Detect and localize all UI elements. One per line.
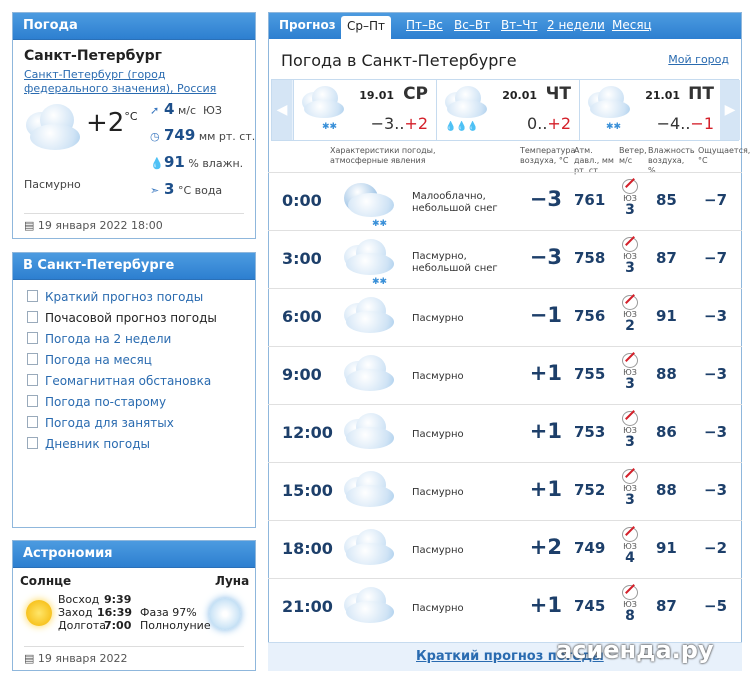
calendar-icon: ▤ <box>24 219 38 232</box>
day-card-thu[interactable]: 💧💧💧 20.01 ЧТ 0..+2 <box>436 80 579 140</box>
wind-arrow-icon: ➚ <box>150 104 160 117</box>
wind-direction-icon <box>622 411 638 426</box>
menu-item-busy[interactable]: Погода для занятых <box>27 413 217 434</box>
day-name: ЧТ <box>545 84 571 104</box>
humidity-stat: 💧91 % влажн. <box>150 153 244 171</box>
row-pressure: 752 <box>574 481 606 499</box>
row-wind: ЮЗ 3 <box>618 353 642 392</box>
sunrise-time: 9:39 <box>104 593 132 606</box>
menu-item-diary[interactable]: Дневник погоды <box>27 434 217 455</box>
row-pressure: 761 <box>574 191 606 209</box>
tab-wed-fri[interactable]: Ср–Пт <box>341 16 391 39</box>
tab-month[interactable]: Месяц <box>612 18 652 32</box>
row-time: 18:00 <box>282 539 333 558</box>
day-range: −3..+2 <box>370 114 428 133</box>
row-time: 12:00 <box>282 423 333 442</box>
next-arrow-icon[interactable]: ▶ <box>720 80 740 140</box>
row-temp: +1 <box>529 361 562 385</box>
day-date: 21.01 <box>645 89 680 102</box>
astronomy-date: ▤ 19 января 2022 <box>24 646 244 665</box>
sunset-label: Заход <box>58 606 93 619</box>
current-temperature: $+2^{^\circ C}$ <box>86 108 138 138</box>
row-humidity: 91 <box>656 539 677 557</box>
table-row: ✱✱ 0:00 Малооблачно, небольшой снег −3 761 ЮЗ 3 85 −7 <box>268 172 742 231</box>
wind-direction-icon <box>622 585 638 600</box>
watermark: асиенда.ру <box>556 636 714 664</box>
row-feels: −3 <box>704 481 728 499</box>
page-icon <box>27 290 38 302</box>
row-feels: −3 <box>704 307 728 325</box>
row-humidity: 85 <box>656 191 677 209</box>
row-feels: −2 <box>704 539 728 557</box>
row-pressure: 753 <box>574 423 606 441</box>
row-feels: −3 <box>704 423 728 441</box>
wind-direction-icon <box>622 237 638 252</box>
col-wind: Ветер, м/с <box>619 146 647 165</box>
day-range: 0..+2 <box>527 114 571 133</box>
day-name: ПТ <box>688 84 714 104</box>
row-pressure: 755 <box>574 365 606 383</box>
row-temp: −3 <box>529 187 562 211</box>
update-date: ▤ 19 января 2022 18:00 <box>24 213 244 232</box>
row-time: 9:00 <box>282 365 322 384</box>
table-row: ✱✱ 3:00 Пасмурно, небольшой снег −3 758 ЮЗ 3 87 −7 <box>268 230 742 289</box>
page-title: Погода в Санкт-Петербурге <box>281 51 517 70</box>
sun-icon <box>26 600 52 626</box>
moon-phase-name: Полнолуние <box>140 619 211 632</box>
wind-direction-icon <box>622 527 638 542</box>
pressure-stat: ◷ 749 мм рт. ст. <box>150 126 256 144</box>
row-temp: −3 <box>529 245 562 269</box>
menu-item-old-style[interactable]: Погода по-старому <box>27 392 217 413</box>
sunset-time: 16:39 <box>97 606 133 619</box>
tab-fri-sun[interactable]: Пт–Вс <box>406 18 443 32</box>
row-time: 3:00 <box>282 249 322 268</box>
row-humidity: 91 <box>656 307 677 325</box>
table-row <box>268 346 742 405</box>
page-icon <box>27 353 38 365</box>
menu-list <box>27 287 217 455</box>
row-pressure: 758 <box>574 249 606 267</box>
col-feels: Ощущается, °С <box>698 146 751 165</box>
row-feels: −7 <box>704 249 728 267</box>
row-wind: ЮЗ 4 <box>618 527 642 566</box>
moon-icon <box>209 598 241 630</box>
row-pressure: 749 <box>574 539 606 557</box>
page-icon <box>27 416 38 428</box>
row-pressure: 756 <box>574 307 606 325</box>
col-conditions: Характеристики погоды, атмосферные явления <box>330 146 436 165</box>
row-wind: ЮЗ 2 <box>618 295 642 334</box>
tab-forecast: Прогноз <box>279 18 336 32</box>
gauge-icon: ◷ <box>150 130 160 143</box>
col-pressure: Атм. давл., мм рт. ст. <box>574 146 614 175</box>
day-date: 19.01 <box>359 89 394 102</box>
row-feels: −3 <box>704 365 728 383</box>
city-menu-panel <box>12 252 256 528</box>
current-condition: Пасмурно <box>24 178 81 191</box>
menu-item-geomagnetic[interactable]: Геомагнитная обстановка <box>27 371 217 392</box>
wind-stat: ➚ 4 м/с ЮЗ <box>150 100 222 118</box>
page-icon <box>27 332 38 344</box>
row-temp: +2 <box>529 535 562 559</box>
day-range: −4..−1 <box>656 114 714 133</box>
tab-tue-thu[interactable]: Вт–Чт <box>501 18 538 32</box>
row-humidity: 87 <box>656 597 677 615</box>
row-time: 15:00 <box>282 481 333 500</box>
water-stat: ➣ 3 °C вода <box>150 180 223 198</box>
row-desc: Пасмурно <box>412 371 464 382</box>
tab-sun-tue[interactable]: Вс–Вт <box>454 18 491 32</box>
brief-forecast-link[interactable]: Краткий прогноз погоды <box>416 649 604 664</box>
row-humidity: 86 <box>656 423 677 441</box>
day-name: СР <box>403 84 428 104</box>
page-icon <box>27 395 38 407</box>
row-wind: ЮЗ 3 <box>618 469 642 508</box>
moon-phase: Фаза 97% <box>140 606 197 619</box>
menu-item-hourly[interactable]: Почасовой прогноз погоды <box>27 308 217 329</box>
day-date: 20.01 <box>502 89 537 102</box>
table-row <box>268 578 742 637</box>
days-strip <box>271 79 739 141</box>
row-desc: Пасмурно <box>412 313 464 324</box>
row-wind: ЮЗ 8 <box>618 585 642 624</box>
table-row <box>268 404 742 463</box>
row-time: 21:00 <box>282 597 333 616</box>
table-row <box>268 520 742 579</box>
table-row <box>268 462 742 521</box>
my-city-link[interactable]: Мой город <box>668 53 729 66</box>
row-humidity: 87 <box>656 249 677 267</box>
city-name: Санкт-Петербург <box>24 48 162 64</box>
wind-direction-icon <box>622 469 638 484</box>
row-humidity: 88 <box>656 365 677 383</box>
fish-icon: ➣ <box>150 184 160 197</box>
menu-header: В Санкт-Петербурге <box>13 253 255 280</box>
row-temp: +1 <box>529 593 562 617</box>
wind-direction-icon <box>622 179 638 194</box>
city-region-link[interactable]: Санкт-Петербург (город федерального значения), Россия <box>24 68 217 95</box>
row-time: 6:00 <box>282 307 322 326</box>
drop-icon: 💧 <box>150 157 164 170</box>
forecast-tabs <box>269 13 741 39</box>
row-feels: −7 <box>704 191 728 209</box>
row-time: 0:00 <box>282 191 322 210</box>
row-temp: +1 <box>529 477 562 501</box>
row-desc: Пасмурно <box>412 429 464 440</box>
row-feels: −5 <box>704 597 728 615</box>
weather-header: Погода <box>13 13 255 40</box>
row-desc: Пасмурно <box>412 487 464 498</box>
daylength-label: Долгота <box>58 619 107 632</box>
row-wind: ЮЗ 3 <box>618 411 642 450</box>
table-row <box>268 288 742 347</box>
wind-direction-icon <box>622 295 638 310</box>
astronomy-header: Астрономия <box>13 541 255 568</box>
menu-item-brief[interactable]: Краткий прогноз погоды <box>27 287 217 308</box>
row-desc: Пасмурно <box>412 545 464 556</box>
sun-label: Солнце <box>20 574 72 588</box>
daylength-value: 7:00 <box>104 619 132 632</box>
row-pressure: 745 <box>574 597 606 615</box>
row-temp: −1 <box>529 303 562 327</box>
row-desc: Пасмурно, небольшой снег <box>412 251 498 274</box>
page-icon <box>27 311 38 323</box>
menu-item-2weeks[interactable]: Погода на 2 недели <box>27 329 217 350</box>
row-desc: Малооблачно, небольшой снег <box>412 191 498 214</box>
row-temp: +1 <box>529 419 562 443</box>
prev-arrow-icon[interactable]: ◀ <box>272 80 292 140</box>
menu-item-month[interactable]: Погода на месяц <box>27 350 217 371</box>
col-temperature: Температура воздуха, °С <box>520 146 576 165</box>
moon-label: Луна <box>215 574 250 588</box>
col-humidity: Влажность воздуха, % <box>648 146 695 175</box>
page-icon <box>27 437 38 449</box>
row-desc: Пасмурно <box>412 603 464 614</box>
day-card-fri[interactable]: ✱✱ 21.01 ПТ −4..−1 <box>579 80 722 140</box>
row-wind: ЮЗ 3 <box>618 179 642 218</box>
page-icon <box>27 374 38 386</box>
tab-two-weeks[interactable]: 2 недели <box>547 18 605 32</box>
row-humidity: 88 <box>656 481 677 499</box>
sunrise-label: Восход <box>58 593 100 606</box>
day-card-wed[interactable]: ✱✱ 19.01 СР −3..+2 <box>293 80 436 140</box>
calendar-icon: ▤ <box>24 652 38 665</box>
wind-direction-icon <box>622 353 638 368</box>
row-wind: ЮЗ 3 <box>618 237 642 276</box>
